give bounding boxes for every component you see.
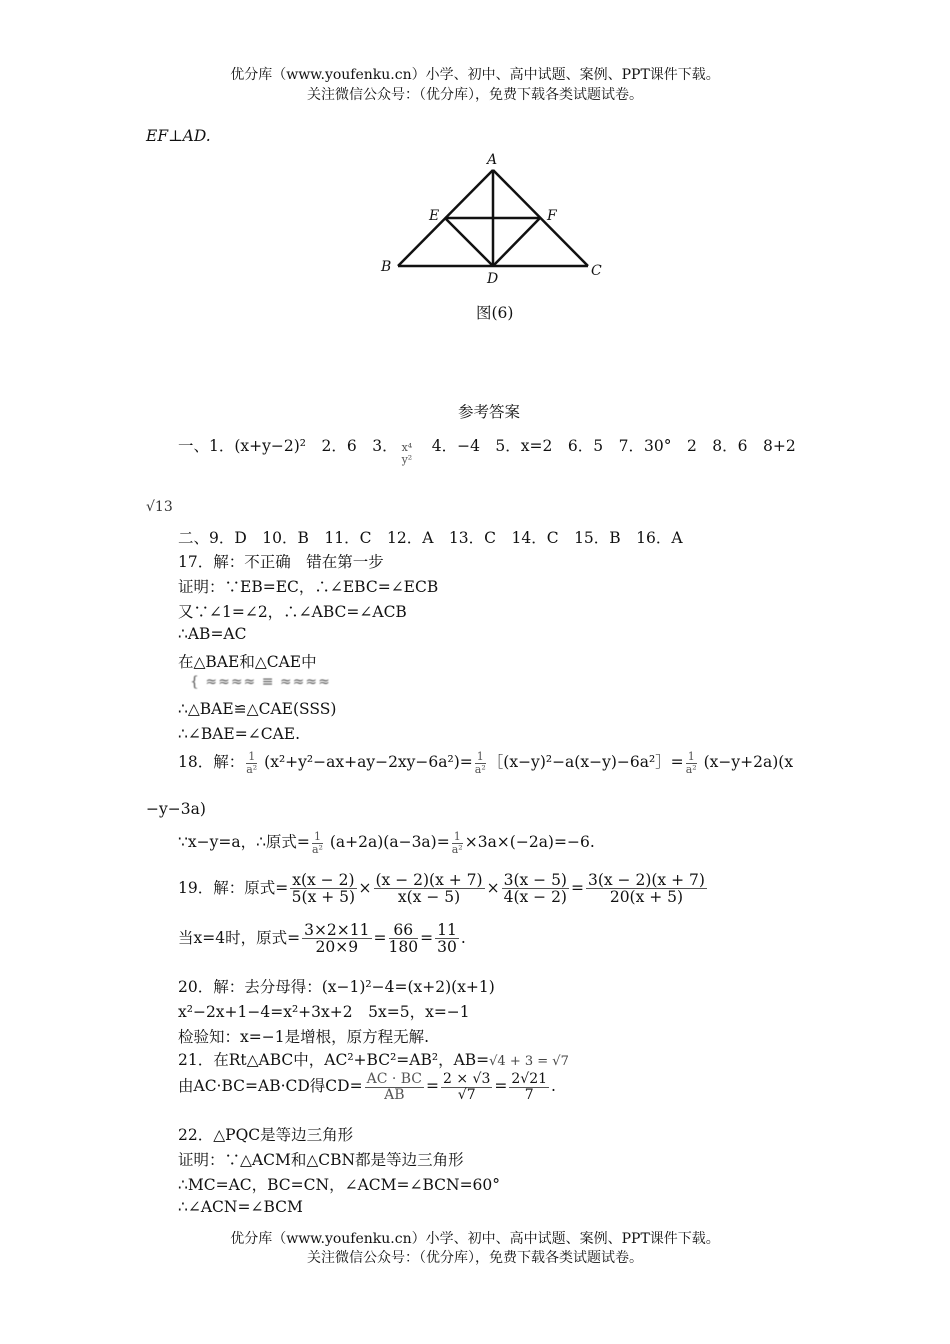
q21-line-2: 由AC·BC=AB·CD得CD= $\frac{AC \cdot BC}{AB}$ = $\frac{2 \times √3}{√7}$ = $\frac{2√21}{7}$ . [178, 1071, 556, 1103]
segment-ED [445, 218, 493, 266]
q17-line-1: 17．解：不正确 错在第一步 [178, 553, 384, 571]
triangle-figure [372, 148, 612, 288]
q17-line-2: 证明：∵EB=EC，∴∠EBC=∠ECB [178, 578, 439, 596]
q22-line-1: 22．△PQC是等边三角形 [178, 1126, 354, 1144]
q22-line-2: 证明：∵△ACM和△CBN都是等边三角形 [178, 1151, 464, 1169]
header-line-2: 关注微信公众号：（优分库），免费下载各类试题试卷。 [307, 87, 643, 103]
frac-den: y² [401, 453, 413, 466]
q18-line-3: ∵x−y=a，∴原式= $\frac{1}{\text{a²}}$ (a+2a)(a−3a)= $\frac{1}{\text{a²}}$ ×3a×(−2a)=−6. [178, 829, 595, 856]
q17-line-7: ∴∠BAE=∠CAE. [178, 725, 301, 743]
q17-line-6: ∴△BAE≌△CAE(SSS) [178, 700, 337, 718]
label-D: D [487, 271, 499, 287]
q20-line-3: 检验知：x=−1是增根，原方程无解. [178, 1028, 430, 1046]
footer-line-2: 关注微信公众号：（优分库），免费下载各类试题试卷。 [307, 1250, 643, 1266]
label-B: B [381, 259, 392, 275]
answer-line-1-b: 4．−4 5．x=2 6．5 7．30° 2 8．6 8+2 [416, 437, 796, 455]
label-E: E [429, 208, 440, 224]
q22-line-4: ∴∠ACN=∠BCM [178, 1198, 303, 1216]
sqrt-13: √13 [146, 499, 173, 515]
q19-line-1: 19．解：原式= $\frac{x(x - 2)}{5(x + 5)}$ × $\frac{(x - 2)(x + 7)}{x(x - 5)}$ × $\frac{3(x - 5)}{4(x - 2)}$ = $\frac{3(x - 2)(x + 7)}{20(x + 5)}$ [178, 871, 705, 907]
label-F: F [547, 208, 557, 224]
q17-line-3: 又∵∠1=∠2，∴∠ABC=∠ACB [178, 603, 407, 621]
q17-blurred-system: { ≈≈≈≈ ≡ ≈≈≈≈ [190, 674, 331, 690]
q20-line-1: 20．解：去分母得：(x−1)²−4=(x+2)(x+1) [178, 978, 495, 996]
q18-line-2: −y−3a) [146, 800, 206, 818]
q21-line-1: 21．在Rt△ABC中，AC²+BC²=AB²，AB=√4 + 3 = √7 [178, 1051, 569, 1069]
answer-line-1 [178, 434, 796, 466]
answer-line-2: 二、9．D 10．B 11．C 12．A 13．C 14．C 15．B 16．A [178, 529, 683, 547]
q20-line-2: x²−2x+1−4=x²+3x+2 5x=5，x=−1 [178, 1003, 470, 1021]
figure-caption: 图(6) [476, 304, 514, 322]
answers-title: 参考答案 [458, 403, 521, 421]
answer-line-1-a: 一、1．(x+y−2)² 2．6 3． [178, 437, 398, 455]
top-text: EF⊥AD. [146, 127, 211, 145]
q19-line-2: 当x=4时，原式= $\frac{3\times 2\times 11}{20\times 9}$ = $\frac{66}{180}$ = $\frac{11}{30}$ . [178, 921, 466, 957]
q17-line-4: ∴AB=AC [178, 625, 247, 643]
label-C: C [591, 263, 602, 279]
q22-line-3: ∴MC=AC，BC=CN，∠ACM=∠BCN=60° [178, 1176, 501, 1194]
q18-line-1: 18．解： $\frac{1}{\text{a²}}$ (x²+y²−ax+ay−2xy−6a²)= $\frac{1}{\text{a²}}$ ［(x−y)²−a(x−y)−6a²］= $\frac{1}{\text{a²}}$ (x−y+2a)(x [178, 749, 794, 776]
label-A: A [487, 152, 498, 168]
frac-num: x⁴ [401, 441, 413, 455]
footer-line-1: 优分库（www.youfenku.cn）小学、初中、高中试题、案例、PPT课件下载。 [230, 1231, 720, 1247]
segment-FD [493, 218, 540, 266]
header-line-1: 优分库（www.youfenku.cn）小学、初中、高中试题、案例、PPT课件下载。 [230, 67, 720, 83]
q17-line-5: 在△BAE和△CAE中 [178, 653, 317, 671]
